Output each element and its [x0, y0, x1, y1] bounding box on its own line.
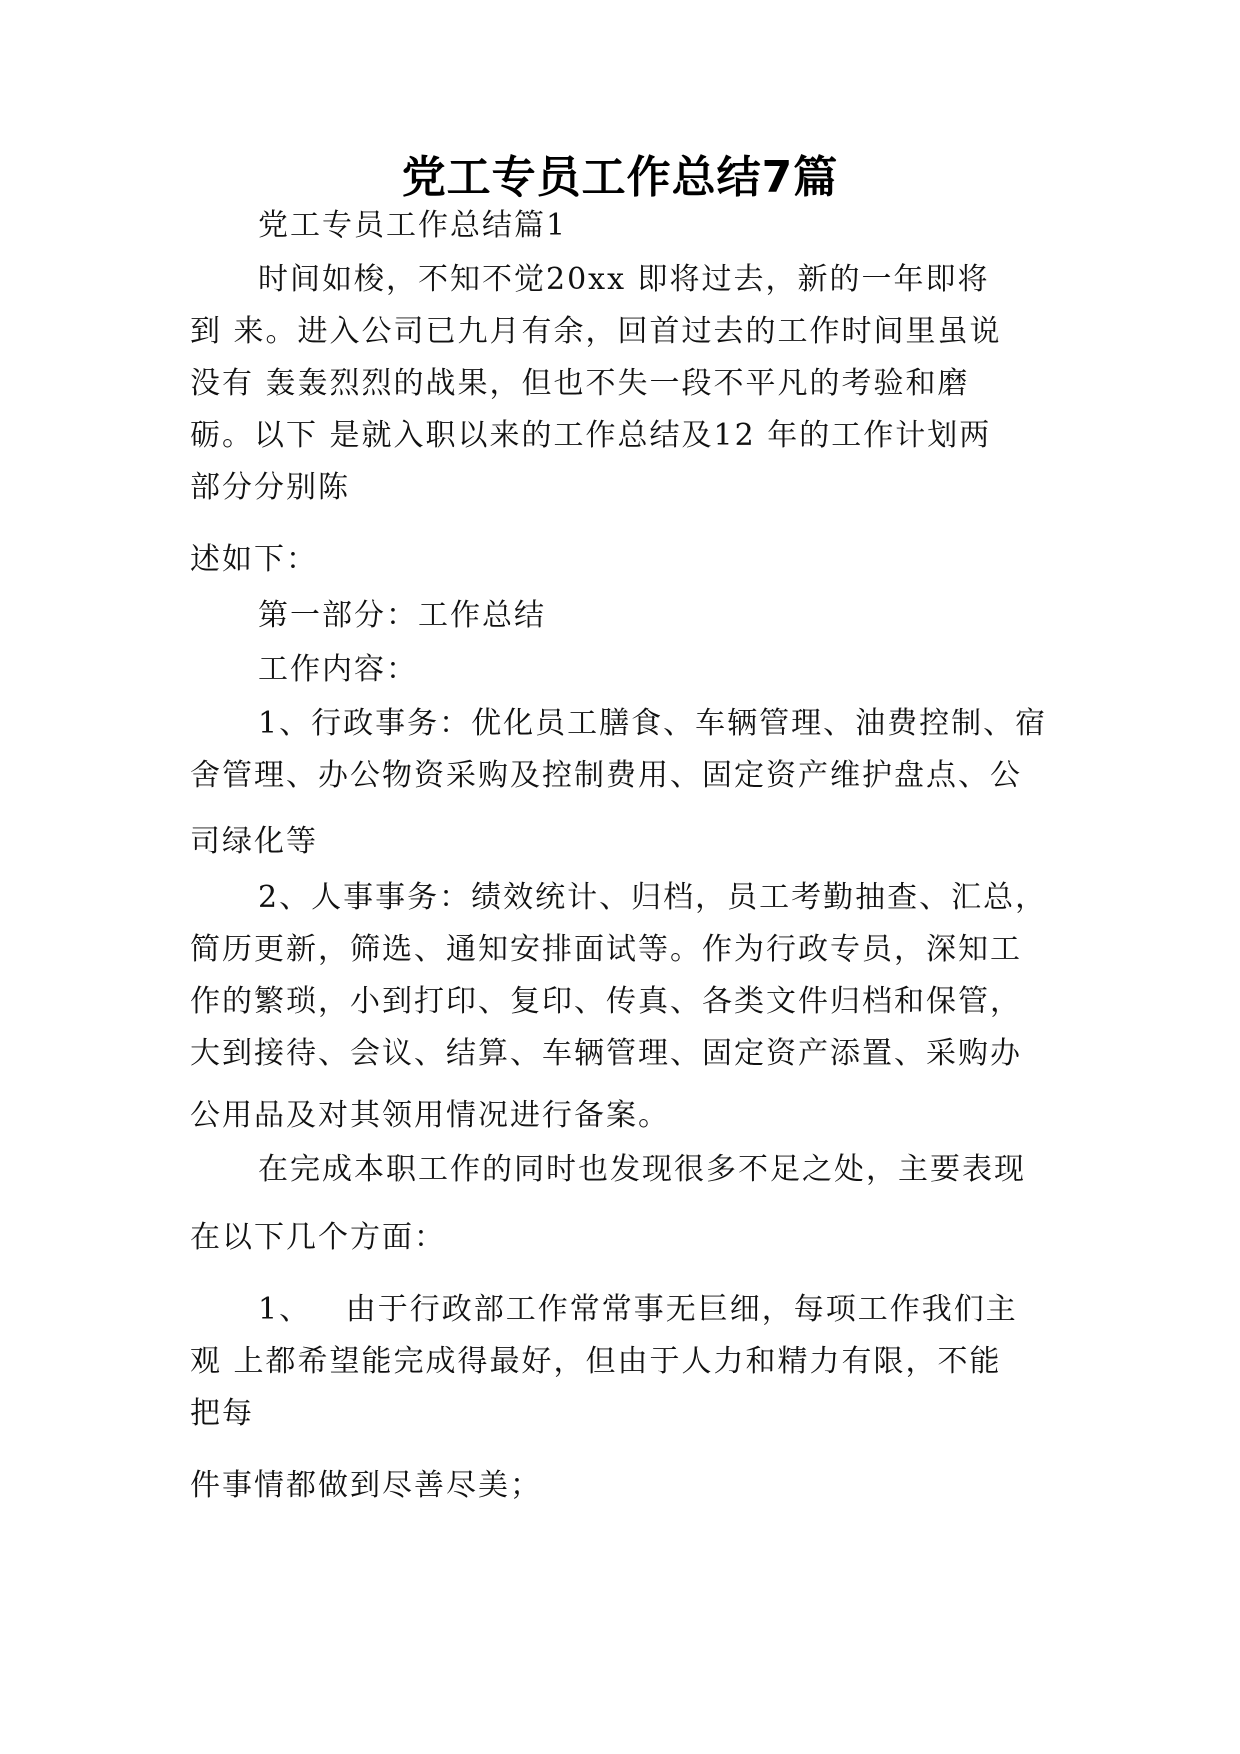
section-heading: 党工专员工作总结篇1: [258, 208, 568, 243]
paragraph-line: 件事情都做到尽善尽美；: [190, 1468, 542, 1503]
paragraph-line: 大到接待、会议、结算、车辆管理、固定资产添置、采购办: [190, 1036, 1022, 1071]
paragraph-line: 司绿化等: [190, 824, 318, 859]
section-heading: 工作内容：: [258, 652, 418, 687]
paragraph-line: 作的繁琐，小到打印、复印、传真、各类文件归档和保管，: [190, 984, 1022, 1019]
paragraph-line: 1、 由于行政部工作常常事无巨细，每项工作我们主: [258, 1292, 1018, 1327]
paragraph-line: 2、人事事务：绩效统计、归档，员工考勤抽查、汇总，: [258, 880, 1048, 915]
paragraph-line: 1、行政事务：优化员工膳食、车辆管理、油费控制、宿: [258, 706, 1048, 741]
paragraph-line: 公用品及对其领用情况进行备案。: [190, 1098, 670, 1133]
paragraph-line: 部分分别陈: [190, 470, 350, 505]
paragraph-line: 在完成本职工作的同时也发现很多不足之处，主要表现: [258, 1152, 1026, 1187]
paragraph-line: 时间如梭，不知不觉20xx 即将过去，新的一年即将: [258, 262, 990, 297]
paragraph-line: 在以下几个方面：: [190, 1220, 446, 1255]
paragraph-line: 舍管理、办公物资采购及控制费用、固定资产维护盘点、公: [190, 758, 1022, 793]
paragraph-line: 砺。以下 是就入职以来的工作总结及12 年的工作计划两: [190, 418, 992, 453]
paragraph-line: 简历更新，筛选、通知安排面试等。作为行政专员，深知工: [190, 932, 1022, 967]
section-heading: 第一部分：工作总结: [258, 598, 546, 633]
paragraph-line: 观 上都希望能完成得最好，但由于人力和精力有限，不能: [190, 1344, 1002, 1379]
paragraph-line: 把每: [190, 1396, 254, 1431]
paragraph-line: 到 来。进入公司已九月有余，回首过去的工作时间里虽说: [190, 314, 1002, 349]
paragraph-line: 述如下：: [190, 542, 318, 577]
document-title: 党工专员工作总结7篇: [401, 152, 839, 203]
paragraph-line: 没有 轰轰烈烈的战果，但也不失一段不平凡的考验和磨: [190, 366, 970, 401]
